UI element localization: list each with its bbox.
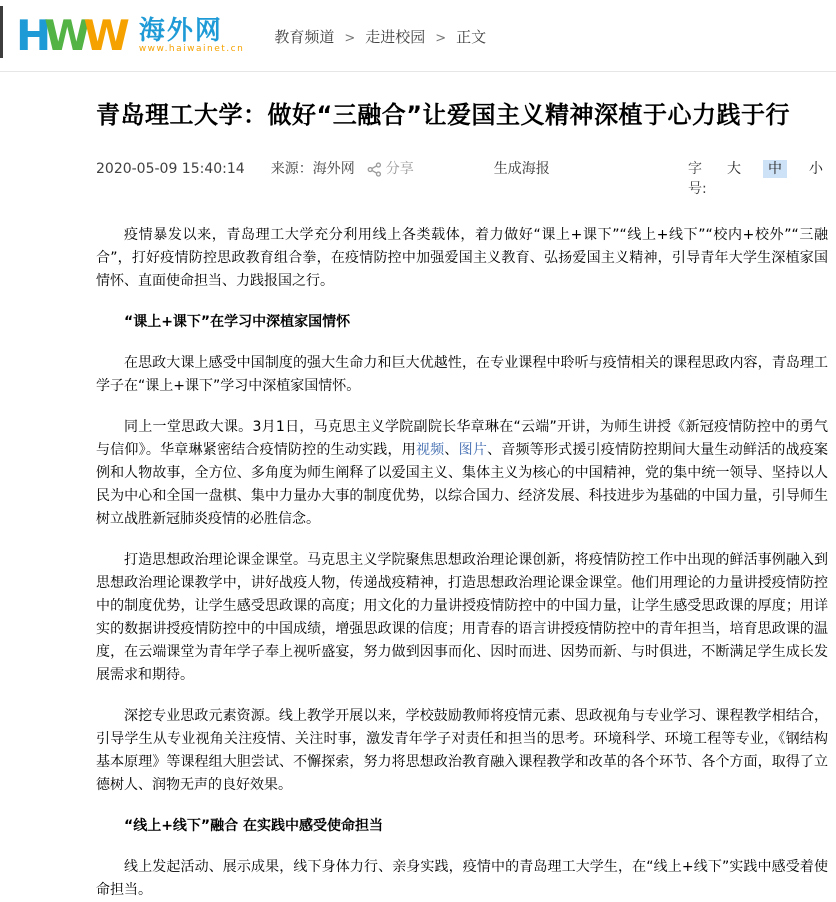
logo-letter: W [83,10,123,60]
site-logo[interactable] [16,10,245,60]
share-label: 分享 [385,161,414,177]
logo-letter: W [44,10,84,60]
left-edge-bar [0,6,3,58]
font-size-control [688,159,828,199]
font-size-options [705,159,828,179]
article-paragraph [96,705,828,797]
article-body [96,224,828,902]
article-paragraph [96,856,828,902]
paragraph-text: 同上一堂思政大课。3月1日，马克思主义学院副院长华章琳在“云端”开讲，为师生讲授《新冠疫情防控中的勇气与信仰》。华章琳紧密结合疫情防控的生动实践，用 [96,419,828,458]
paragraph-text: 在思政大课上感受中国制度的强大生命力和巨大优越性，在专业课程中聆听与疫情相关的课程思政内容，青岛理工学子在“课上+课下”学习中深植家国情怀。 [96,355,828,394]
site-header [0,0,836,72]
font-size-option-中[interactable]: 中 [763,160,787,178]
logo-text-block [138,15,245,54]
logo-site-name: 海外网 [138,15,223,46]
breadcrumb-item: 正文 [456,28,487,46]
paragraph-text: 深挖专业思政元素资源。线上教学开展以来，学校鼓励教师将疫情元素、思政视角与专业学习、课程教学相结合，引导学生从专业视角关注疫情、关注时事，激发青年学子对责任和担当的思考。环境科学、环境工程等专业，《钢结构基本原理》等课程组大胆尝试、不懈探索，努力将思想政治教育融入课程教学和改革的各个环节、各个方面，取得了立德树人、润物无声的良好效果。 [96,708,828,793]
logo-hww-letters [16,10,133,60]
breadcrumb-separator: > [344,31,356,46]
article-title: 青岛理工大学：做好“三融合”让爱国主义精神深植于心力践于行 [96,101,791,129]
article-paragraph [96,549,828,687]
article-paragraph [96,224,828,293]
paragraph-text: 疫情暴发以来，青岛理工大学充分利用线上各类载体，着力做好“课上+课下”“线上+线下”“校内+校外”“三融合”，打好疫情防控思政教育组合拳，在疫情防控中加强爱国主义教育、弘扬爱国主义精神，引导青年大学生深植家国情怀、直面使命担当、力践报国之行。 [96,227,828,289]
inline-link[interactable]: 视频 [415,442,445,458]
breadcrumb-item[interactable]: 教育频道 [274,28,335,46]
paragraph-text: “课上+课下”在学习中深植家国情怀 [124,314,351,330]
generate-poster-button[interactable]: 生成海报 [493,161,550,177]
logo-letter: H [16,10,45,60]
breadcrumb [274,24,486,47]
inline-link[interactable]: 图片 [458,442,488,458]
article-meta-row [96,159,828,199]
logo-site-url: www.haiwainet.cn [138,43,245,54]
article [96,99,828,902]
font-size-option-小[interactable]: 小 [809,161,823,177]
paragraph-text: 、 [444,442,459,458]
font-size-label: 字号: [688,161,707,197]
share-icon [367,162,382,177]
article-paragraph [96,416,828,531]
paragraph-text: 、音频等形式援引疫情防控期间大量生动鲜活的战疫案例和人物故事，全方位、多角度为师生阐释了以爱国主义、集体主义为核心的中国精神，党的集中统一领导、坚持以人民为中心和全国一盘棋、集中力量办大事的制度优势，以综合国力、经济发展、科技进步为基础的中国力量，引导师生树立战胜新冠肺炎疫情的必胜信念。 [96,442,829,527]
paragraph-text: “线上+线下”融合 在实践中感受使命担当 [124,818,384,834]
publish-date: 2020-05-09 15:40:14 [96,161,245,177]
article-source: 来源：海外网 [270,161,355,177]
breadcrumb-separator: > [435,31,447,46]
article-paragraph [96,352,828,398]
section-heading [96,311,828,334]
share-button[interactable] [367,159,414,179]
font-size-option-大[interactable]: 大 [727,161,741,177]
breadcrumb-item[interactable]: 走进校园 [365,28,426,46]
paragraph-text: 打造思想政治理论课金课堂。马克思主义学院聚焦思想政治理论课创新，将疫情防控工作中出现的鲜活事例融入到思想政治理论课教学中，讲好战疫人物，传递战疫精神，打造思想政治理论课金课堂。他们用理论的力量讲授疫情防控中的制度优势，让学生感受思政课的高度；用文化的力量讲授疫情防控中的中国力量，让学生感受思政课的厚度；用详实的数据讲授疫情防控中的中国成绩，增强思政课的信度；用青春的语言讲授疫情防控中的青年担当，培育思政课的温度，在云端课堂为青年学子奉上视听盛宴，努力做到因事而化、因时而进、因势而新、与时俱进，不断满足学生成长发展需求和期待。 [96,552,828,683]
paragraph-text: 线上发起活动、展示成果，线下身体力行、亲身实践，疫情中的青岛理工大学生，在“线上+线下”实践中感受着使命担当。 [96,859,828,898]
section-heading [96,815,828,838]
